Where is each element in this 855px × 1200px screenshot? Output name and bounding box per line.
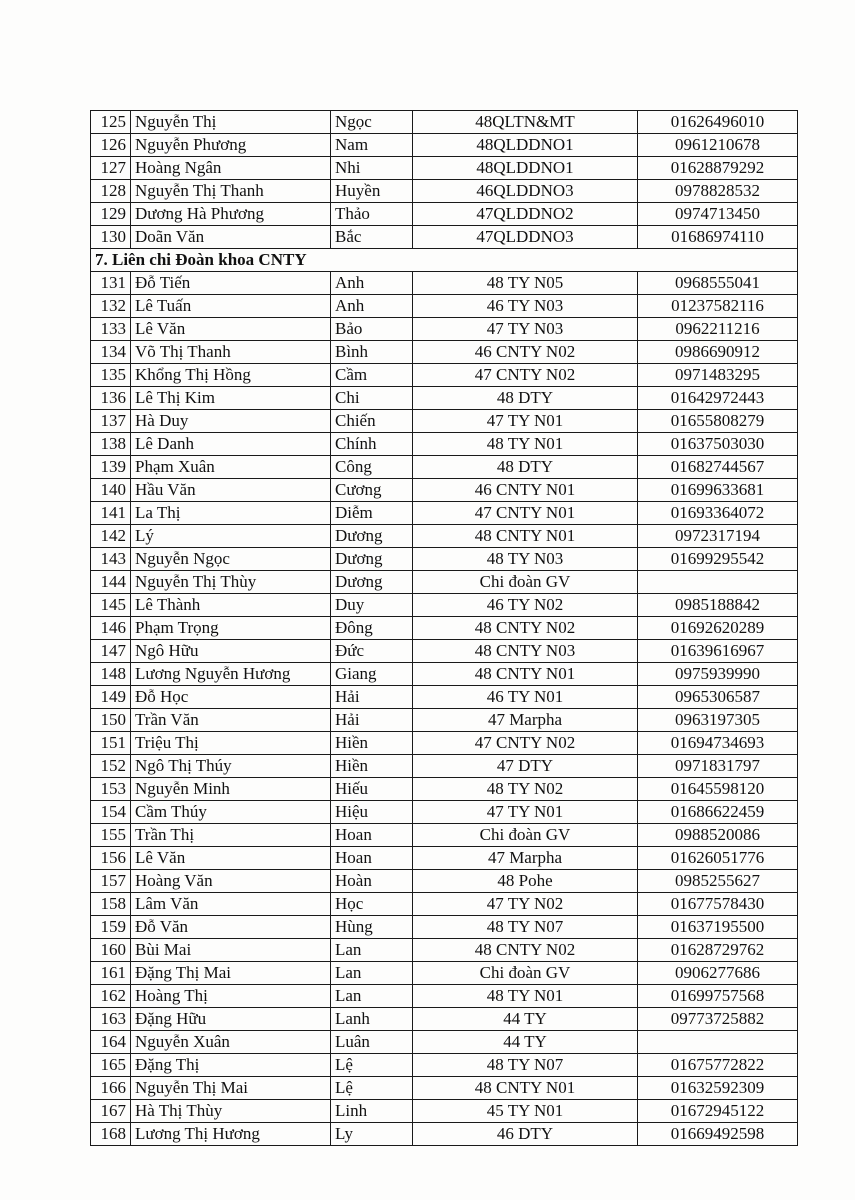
member-table xyxy=(90,110,798,1146)
last-name: Đỗ Học xyxy=(131,686,331,709)
section-header-row xyxy=(91,249,798,272)
table-row xyxy=(91,1077,798,1100)
class-code: 48QLTN&MT xyxy=(413,111,638,134)
class-code: 47 CNTY N02 xyxy=(413,732,638,755)
table-row xyxy=(91,1008,798,1031)
last-name: Lê Tuấn xyxy=(131,295,331,318)
phone-number: 0985255627 xyxy=(638,870,798,893)
phone-number: 0965306587 xyxy=(638,686,798,709)
row-number: 145 xyxy=(91,594,131,617)
table-row xyxy=(91,226,798,249)
last-name: Nguyễn Ngọc xyxy=(131,548,331,571)
first-name: Hải xyxy=(331,709,413,732)
row-number: 140 xyxy=(91,479,131,502)
table-row xyxy=(91,180,798,203)
phone-number: 01677578430 xyxy=(638,893,798,916)
last-name: Lương Nguyễn Hương xyxy=(131,663,331,686)
class-code: 47 CNTY N01 xyxy=(413,502,638,525)
phone-number: 01699295542 xyxy=(638,548,798,571)
table-row xyxy=(91,203,798,226)
table-row xyxy=(91,410,798,433)
phone-number: 01675772822 xyxy=(638,1054,798,1077)
first-name: Hiếu xyxy=(331,778,413,801)
first-name: Duy xyxy=(331,594,413,617)
table-row xyxy=(91,617,798,640)
table-row xyxy=(91,295,798,318)
phone-number: 01237582116 xyxy=(638,295,798,318)
first-name: Chiến xyxy=(331,410,413,433)
row-number: 148 xyxy=(91,663,131,686)
phone-number: 0972317194 xyxy=(638,525,798,548)
last-name: Nguyễn Minh xyxy=(131,778,331,801)
first-name: Thảo xyxy=(331,203,413,226)
table-row xyxy=(91,456,798,479)
class-code: 46 TY N01 xyxy=(413,686,638,709)
phone-number: 01645598120 xyxy=(638,778,798,801)
last-name: Lê Văn xyxy=(131,318,331,341)
row-number: 128 xyxy=(91,180,131,203)
row-number: 146 xyxy=(91,617,131,640)
first-name: Lan xyxy=(331,939,413,962)
class-code: 48 CNTY N01 xyxy=(413,1077,638,1100)
first-name: Bình xyxy=(331,341,413,364)
last-name: Bùi Mai xyxy=(131,939,331,962)
last-name: Triệu Thị xyxy=(131,732,331,755)
last-name: Đặng Hữu xyxy=(131,1008,331,1031)
last-name: Phạm Xuân xyxy=(131,456,331,479)
last-name: Ngô Thị Thúy xyxy=(131,755,331,778)
class-code: 47 TY N02 xyxy=(413,893,638,916)
last-name: Khổng Thị Hồng xyxy=(131,364,331,387)
last-name: Đỗ Tiến xyxy=(131,272,331,295)
row-number: 137 xyxy=(91,410,131,433)
table-row xyxy=(91,1100,798,1123)
last-name: Lương Thị Hương xyxy=(131,1123,331,1146)
first-name: Đông xyxy=(331,617,413,640)
table-row xyxy=(91,479,798,502)
phone-number: 0968555041 xyxy=(638,272,798,295)
last-name: Đặng Thị xyxy=(131,1054,331,1077)
first-name: Giang xyxy=(331,663,413,686)
phone-number: 01694734693 xyxy=(638,732,798,755)
table-row xyxy=(91,732,798,755)
first-name: Hoàn xyxy=(331,870,413,893)
class-code: 44 TY xyxy=(413,1008,638,1031)
phone-number: 01628729762 xyxy=(638,939,798,962)
row-number: 142 xyxy=(91,525,131,548)
class-code: 48 TY N05 xyxy=(413,272,638,295)
table-row xyxy=(91,847,798,870)
phone-number xyxy=(638,1031,798,1054)
phone-number: 01699633681 xyxy=(638,479,798,502)
phone-number: 0974713450 xyxy=(638,203,798,226)
phone-number: 0971831797 xyxy=(638,755,798,778)
phone-number: 01637195500 xyxy=(638,916,798,939)
first-name: Anh xyxy=(331,295,413,318)
first-name: Lan xyxy=(331,985,413,1008)
phone-number: 0986690912 xyxy=(638,341,798,364)
first-name: Chi xyxy=(331,387,413,410)
row-number: 132 xyxy=(91,295,131,318)
class-code: 48QLDDNO1 xyxy=(413,134,638,157)
table-row xyxy=(91,686,798,709)
class-code: Chi đoàn GV xyxy=(413,824,638,847)
table-row xyxy=(91,916,798,939)
class-code: 48 TY N07 xyxy=(413,1054,638,1077)
class-code: 44 TY xyxy=(413,1031,638,1054)
table-row xyxy=(91,571,798,594)
class-code: 48 TY N03 xyxy=(413,548,638,571)
first-name: Diễm xyxy=(331,502,413,525)
last-name: Hoàng Văn xyxy=(131,870,331,893)
member-table-body xyxy=(91,111,798,1146)
last-name: Nguyễn Thị Mai xyxy=(131,1077,331,1100)
class-code: 48 DTY xyxy=(413,387,638,410)
row-number: 154 xyxy=(91,801,131,824)
row-number: 131 xyxy=(91,272,131,295)
table-row xyxy=(91,433,798,456)
phone-number: 0978828532 xyxy=(638,180,798,203)
class-code: 45 TY N01 xyxy=(413,1100,638,1123)
first-name: Anh xyxy=(331,272,413,295)
first-name: Công xyxy=(331,456,413,479)
last-name: Nguyễn Thị Thùy xyxy=(131,571,331,594)
first-name: Lan xyxy=(331,962,413,985)
table-row xyxy=(91,272,798,295)
table-row xyxy=(91,594,798,617)
row-number: 130 xyxy=(91,226,131,249)
row-number: 125 xyxy=(91,111,131,134)
first-name: Hải xyxy=(331,686,413,709)
phone-number: 0962211216 xyxy=(638,318,798,341)
class-code: 47 DTY xyxy=(413,755,638,778)
last-name: Hà Duy xyxy=(131,410,331,433)
phone-number: 01637503030 xyxy=(638,433,798,456)
table-row xyxy=(91,824,798,847)
last-name: Lê Danh xyxy=(131,433,331,456)
last-name: Nguyễn Thị Thanh xyxy=(131,180,331,203)
phone-number: 01699757568 xyxy=(638,985,798,1008)
last-name: Dương Hà Phương xyxy=(131,203,331,226)
class-code: 47 Marpha xyxy=(413,709,638,732)
class-code: Chi đoàn GV xyxy=(413,571,638,594)
table-row xyxy=(91,364,798,387)
class-code: 46 CNTY N02 xyxy=(413,341,638,364)
last-name: Lê Văn xyxy=(131,847,331,870)
last-name: Lâm Văn xyxy=(131,893,331,916)
last-name: Hoàng Thị xyxy=(131,985,331,1008)
first-name: Dương xyxy=(331,571,413,594)
first-name: Bảo xyxy=(331,318,413,341)
row-number: 135 xyxy=(91,364,131,387)
last-name: Nguyễn Xuân xyxy=(131,1031,331,1054)
first-name: Luân xyxy=(331,1031,413,1054)
table-row xyxy=(91,111,798,134)
phone-number xyxy=(638,571,798,594)
phone-number: 01626051776 xyxy=(638,847,798,870)
first-name: Cầm xyxy=(331,364,413,387)
table-row xyxy=(91,985,798,1008)
class-code: 46QLDDNO3 xyxy=(413,180,638,203)
class-code: 48 CNTY N01 xyxy=(413,525,638,548)
row-number: 149 xyxy=(91,686,131,709)
last-name: Hoàng Ngân xyxy=(131,157,331,180)
last-name: Võ Thị Thanh xyxy=(131,341,331,364)
row-number: 150 xyxy=(91,709,131,732)
last-name: Trần Văn xyxy=(131,709,331,732)
last-name: Hà Thị Thùy xyxy=(131,1100,331,1123)
table-row xyxy=(91,341,798,364)
first-name: Học xyxy=(331,893,413,916)
last-name: Lê Thị Kim xyxy=(131,387,331,410)
last-name: Doãn Văn xyxy=(131,226,331,249)
class-code: 47 TY N01 xyxy=(413,801,638,824)
class-code: 48 CNTY N02 xyxy=(413,617,638,640)
row-number: 166 xyxy=(91,1077,131,1100)
row-number: 133 xyxy=(91,318,131,341)
table-row xyxy=(91,548,798,571)
phone-number: 0988520086 xyxy=(638,824,798,847)
first-name: Hoan xyxy=(331,824,413,847)
first-name: Huyền xyxy=(331,180,413,203)
table-row xyxy=(91,778,798,801)
phone-number: 0985188842 xyxy=(638,594,798,617)
row-number: 162 xyxy=(91,985,131,1008)
class-code: 48QLDDNO1 xyxy=(413,157,638,180)
table-row xyxy=(91,1123,798,1146)
first-name: Nam xyxy=(331,134,413,157)
first-name: Hiệu xyxy=(331,801,413,824)
class-code: 47 Marpha xyxy=(413,847,638,870)
last-name: La Thị xyxy=(131,502,331,525)
first-name: Nhi xyxy=(331,157,413,180)
first-name: Hiền xyxy=(331,755,413,778)
row-number: 158 xyxy=(91,893,131,916)
first-name: Lệ xyxy=(331,1054,413,1077)
phone-number: 01686974110 xyxy=(638,226,798,249)
row-number: 126 xyxy=(91,134,131,157)
first-name: Dương xyxy=(331,525,413,548)
class-code: 48 CNTY N01 xyxy=(413,663,638,686)
row-number: 165 xyxy=(91,1054,131,1077)
last-name: Cầm Thúy xyxy=(131,801,331,824)
first-name: Đức xyxy=(331,640,413,663)
row-number: 139 xyxy=(91,456,131,479)
first-name: Chính xyxy=(331,433,413,456)
class-code: 47 CNTY N02 xyxy=(413,364,638,387)
table-row xyxy=(91,502,798,525)
first-name: Hùng xyxy=(331,916,413,939)
phone-number: 0975939990 xyxy=(638,663,798,686)
row-number: 141 xyxy=(91,502,131,525)
class-code: 47QLDDNO2 xyxy=(413,203,638,226)
phone-number: 0971483295 xyxy=(638,364,798,387)
row-number: 144 xyxy=(91,571,131,594)
class-code: 47QLDDNO3 xyxy=(413,226,638,249)
table-row xyxy=(91,870,798,893)
row-number: 151 xyxy=(91,732,131,755)
class-code: Chi đoàn GV xyxy=(413,962,638,985)
first-name: Hiền xyxy=(331,732,413,755)
class-code: 47 TY N01 xyxy=(413,410,638,433)
table-row xyxy=(91,134,798,157)
class-code: 47 TY N03 xyxy=(413,318,638,341)
class-code: 48 CNTY N02 xyxy=(413,939,638,962)
row-number: 156 xyxy=(91,847,131,870)
phone-number: 01672945122 xyxy=(638,1100,798,1123)
table-row xyxy=(91,525,798,548)
row-number: 155 xyxy=(91,824,131,847)
row-number: 168 xyxy=(91,1123,131,1146)
row-number: 136 xyxy=(91,387,131,410)
first-name: Hoan xyxy=(331,847,413,870)
last-name: Đỗ Văn xyxy=(131,916,331,939)
class-code: 48 TY N01 xyxy=(413,985,638,1008)
row-number: 129 xyxy=(91,203,131,226)
table-row xyxy=(91,755,798,778)
phone-number: 0906277686 xyxy=(638,962,798,985)
phone-number: 01682744567 xyxy=(638,456,798,479)
phone-number: 01626496010 xyxy=(638,111,798,134)
row-number: 134 xyxy=(91,341,131,364)
table-row xyxy=(91,157,798,180)
row-number: 153 xyxy=(91,778,131,801)
phone-number: 01628879292 xyxy=(638,157,798,180)
table-row xyxy=(91,801,798,824)
last-name: Lê Thành xyxy=(131,594,331,617)
class-code: 48 TY N07 xyxy=(413,916,638,939)
first-name: Dương xyxy=(331,548,413,571)
row-number: 163 xyxy=(91,1008,131,1031)
first-name: Ly xyxy=(331,1123,413,1146)
row-number: 161 xyxy=(91,962,131,985)
class-code: 46 TY N03 xyxy=(413,295,638,318)
last-name: Nguyễn Phương xyxy=(131,134,331,157)
class-code: 48 TY N02 xyxy=(413,778,638,801)
last-name: Trần Thị xyxy=(131,824,331,847)
phone-number: 01642972443 xyxy=(638,387,798,410)
first-name: Lanh xyxy=(331,1008,413,1031)
last-name: Hầu Văn xyxy=(131,479,331,502)
class-code: 48 CNTY N03 xyxy=(413,640,638,663)
last-name: Phạm Trọng xyxy=(131,617,331,640)
phone-number: 01655808279 xyxy=(638,410,798,433)
phone-number: 01693364072 xyxy=(638,502,798,525)
table-row xyxy=(91,893,798,916)
table-row xyxy=(91,962,798,985)
row-number: 164 xyxy=(91,1031,131,1054)
first-name: Lệ xyxy=(331,1077,413,1100)
class-code: 48 Pohe xyxy=(413,870,638,893)
phone-number: 0963197305 xyxy=(638,709,798,732)
table-row xyxy=(91,1054,798,1077)
row-number: 147 xyxy=(91,640,131,663)
row-number: 159 xyxy=(91,916,131,939)
first-name: Ngọc xyxy=(331,111,413,134)
table-row xyxy=(91,387,798,410)
first-name: Linh xyxy=(331,1100,413,1123)
row-number: 157 xyxy=(91,870,131,893)
first-name: Cương xyxy=(331,479,413,502)
section-title: 7. Liên chi Đoàn khoa CNTY xyxy=(91,249,798,272)
table-row xyxy=(91,939,798,962)
table-row xyxy=(91,663,798,686)
last-name: Nguyễn Thị xyxy=(131,111,331,134)
phone-number: 09773725882 xyxy=(638,1008,798,1031)
phone-number: 01669492598 xyxy=(638,1123,798,1146)
first-name: Bắc xyxy=(331,226,413,249)
row-number: 143 xyxy=(91,548,131,571)
class-code: 46 DTY xyxy=(413,1123,638,1146)
last-name: Đặng Thị Mai xyxy=(131,962,331,985)
table-row xyxy=(91,1031,798,1054)
row-number: 160 xyxy=(91,939,131,962)
phone-number: 01639616967 xyxy=(638,640,798,663)
last-name: Lý xyxy=(131,525,331,548)
table-row xyxy=(91,709,798,732)
row-number: 152 xyxy=(91,755,131,778)
row-number: 138 xyxy=(91,433,131,456)
class-code: 48 TY N01 xyxy=(413,433,638,456)
class-code: 46 CNTY N01 xyxy=(413,479,638,502)
phone-number: 01632592309 xyxy=(638,1077,798,1100)
table-row xyxy=(91,640,798,663)
table-row xyxy=(91,318,798,341)
row-number: 127 xyxy=(91,157,131,180)
class-code: 48 DTY xyxy=(413,456,638,479)
phone-number: 0961210678 xyxy=(638,134,798,157)
last-name: Ngô Hữu xyxy=(131,640,331,663)
phone-number: 01692620289 xyxy=(638,617,798,640)
phone-number: 01686622459 xyxy=(638,801,798,824)
class-code: 46 TY N02 xyxy=(413,594,638,617)
row-number: 167 xyxy=(91,1100,131,1123)
